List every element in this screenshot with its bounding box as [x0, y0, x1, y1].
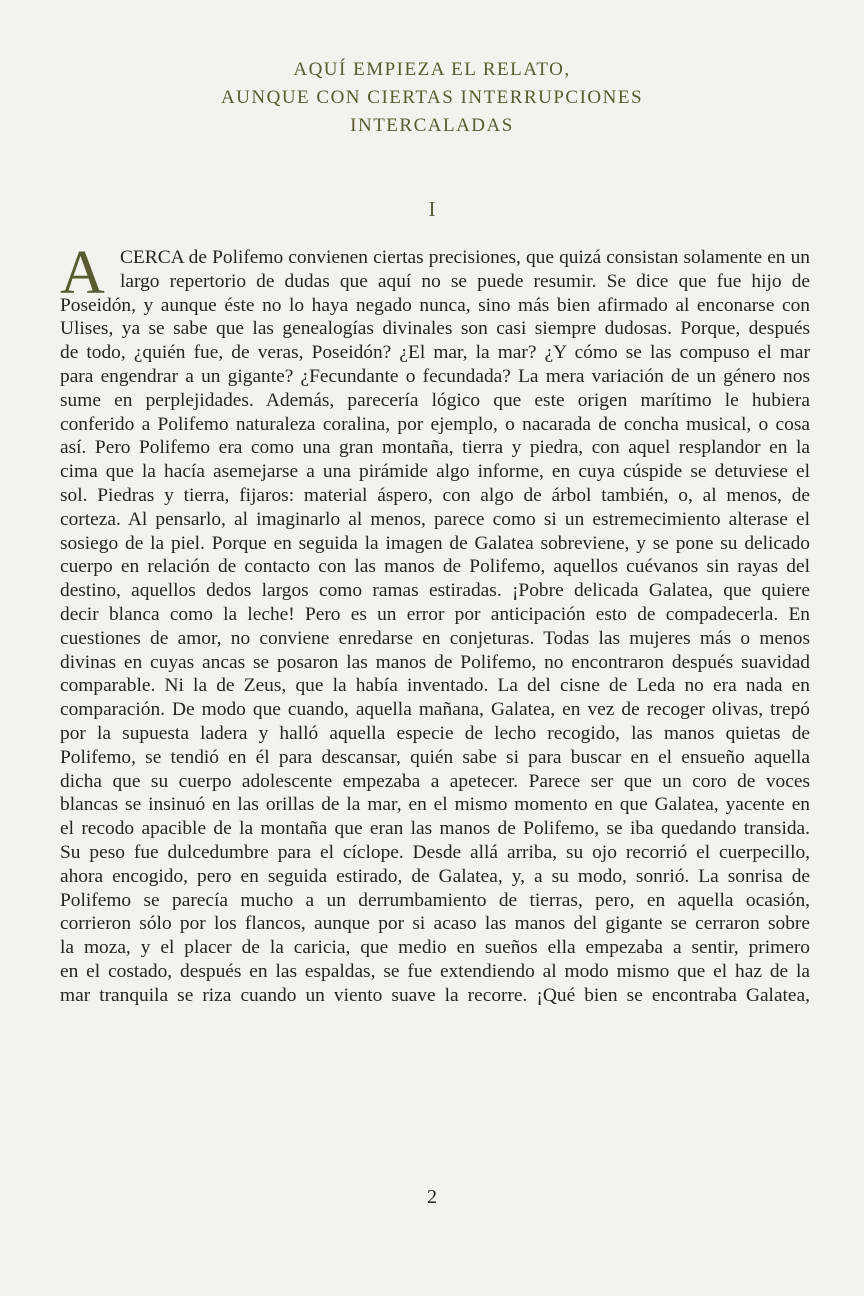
- text-line: el recodo apacible de la montaña que eran las manos de Polifemo, se iba quedando transida.: [60, 818, 810, 840]
- body-text: [60, 239, 810, 1008]
- text-line: Poseidón, y aunque éste no lo haya negado nunca, sino más bien afirmado al enconarse con: [60, 294, 810, 316]
- text-line: largo repertorio de dudas que aquí no se puede resumir. Se dice que fue hijo de: [120, 270, 810, 292]
- text-line: sol. Piedras y tierra, fijaros: material áspero, con algo de árbol también, o, al menos, de: [60, 484, 810, 506]
- text-line: sosiego de la piel. Porque en seguida la imagen de Galatea sobreviene, y se pone su delicado: [60, 532, 810, 554]
- page-number: 2: [427, 1186, 437, 1208]
- heading-line-2: AUNQUE CON CIERTAS INTERRUPCIONES: [220, 87, 644, 108]
- text-line: corrieron sólo por los flancos, aunque por si acaso las manos del gigante se cerraron sobre: [60, 913, 810, 935]
- chapter-heading: [0, 56, 864, 140]
- text-line: la moza, y el placer de la caricia, que medio en sueños ella empezaba a sentir, primero: [60, 937, 810, 959]
- text-line: CERCA de Polifemo convienen ciertas precisiones, que quizá consistan solamente en un: [120, 247, 810, 268]
- text-line: dicha que su cuerpo adolescente empezaba a apetecer. Parece ser que un coro de voces: [60, 770, 810, 792]
- text-line: por la supuesta ladera y halló aquella especie de lecho recogido, las manos quietas de: [60, 722, 810, 744]
- text-line: cuerpo en relación de contacto con las manos de Polifemo, aquellos cuévanos sin rayas del: [60, 556, 810, 578]
- drop-cap: A: [60, 239, 105, 307]
- text-line: corteza. Al pensarlo, al imaginarlo al menos, parece como si un estremecimiento alterase el: [60, 508, 810, 530]
- text-line: mar tranquila se riza cuando un viento suave la recorre. ¡Qué bien se encontraba Galatea,: [60, 984, 810, 1006]
- text-line: ahora encogido, pero en seguida estirado, de Galatea, y, a su modo, sonrió. La sonrisa de: [60, 865, 810, 887]
- text-line: cima que la hacía asemejarse a una pirámide algo informe, en cuya cúspide se detuviese el: [60, 461, 810, 483]
- text-line: Ulises, ya se sabe que las genealogías divinales son casi siempre dudosas. Porque, después: [60, 318, 810, 340]
- text-line: para engendrar a un gigante? ¿Fecundante o fecundada? La mera variación de un género nos: [60, 365, 810, 387]
- text-line: Polifemo, se tendió en él para descansar, quién sabe si para buscar en el ensueño aquella: [60, 746, 810, 768]
- heading-line-1: AQUÍ EMPIEZA EL RELATO,: [293, 59, 571, 80]
- text-line: comparable. Ni la de Zeus, que la había inventado. La del cisne de Leda no era nada en: [60, 675, 810, 697]
- text-line: decir blanca como la leche! Pero es un error por anticipación esto de compadecerla. En: [60, 603, 810, 625]
- text-line: cuestiones de amor, no conviene enredarse en conjeturas. Todas las mujeres más o menos: [60, 627, 810, 649]
- text-line: comparación. De modo que cuando, aquella mañana, Galatea, en vez de recoger olivas, trepó: [60, 699, 810, 721]
- text-line: sume en perplejidades. Además, parecería lógico que este origen marítimo le hubiera: [60, 389, 810, 411]
- text-line: blancas se insinuó en las orillas de la mar, en el mismo momento en que Galatea, yacente en: [60, 794, 810, 816]
- text-line: conferido a Polifemo naturaleza coralina, por ejemplo, o nacarada de concha musical, o cosa: [60, 413, 810, 435]
- text-line: en el costado, después en las espaldas, se fue extendiendo al modo mismo que el haz de la: [60, 960, 810, 982]
- text-line: de todo, ¿quién fue, de veras, Poseidón? ¿El mar, la mar? ¿Y cómo se las compuso el mar: [60, 342, 810, 364]
- text-line: Su peso fue dulcedumbre para el cíclope. Desde allá arriba, su ojo recorrió el cuerpecillo,: [60, 841, 810, 863]
- chapter-number: I: [428, 197, 436, 221]
- text-line: Polifemo se parecía mucho a un derrumbamiento de tierras, pero, en aquella ocasión,: [60, 889, 810, 911]
- heading-line-3: INTERCALADAS: [350, 115, 514, 136]
- text-line: divinas en cuyas ancas se posaron las manos de Polifemo, no encontraron después suavidad: [60, 651, 810, 673]
- text-line: destino, aquellos dedos largos como ramas estiradas. ¡Pobre delicada Galatea, que quiere: [60, 580, 810, 602]
- text-line: así. Pero Polifemo era como una gran montaña, tierra y piedra, con aquel resplandor en la: [60, 437, 810, 459]
